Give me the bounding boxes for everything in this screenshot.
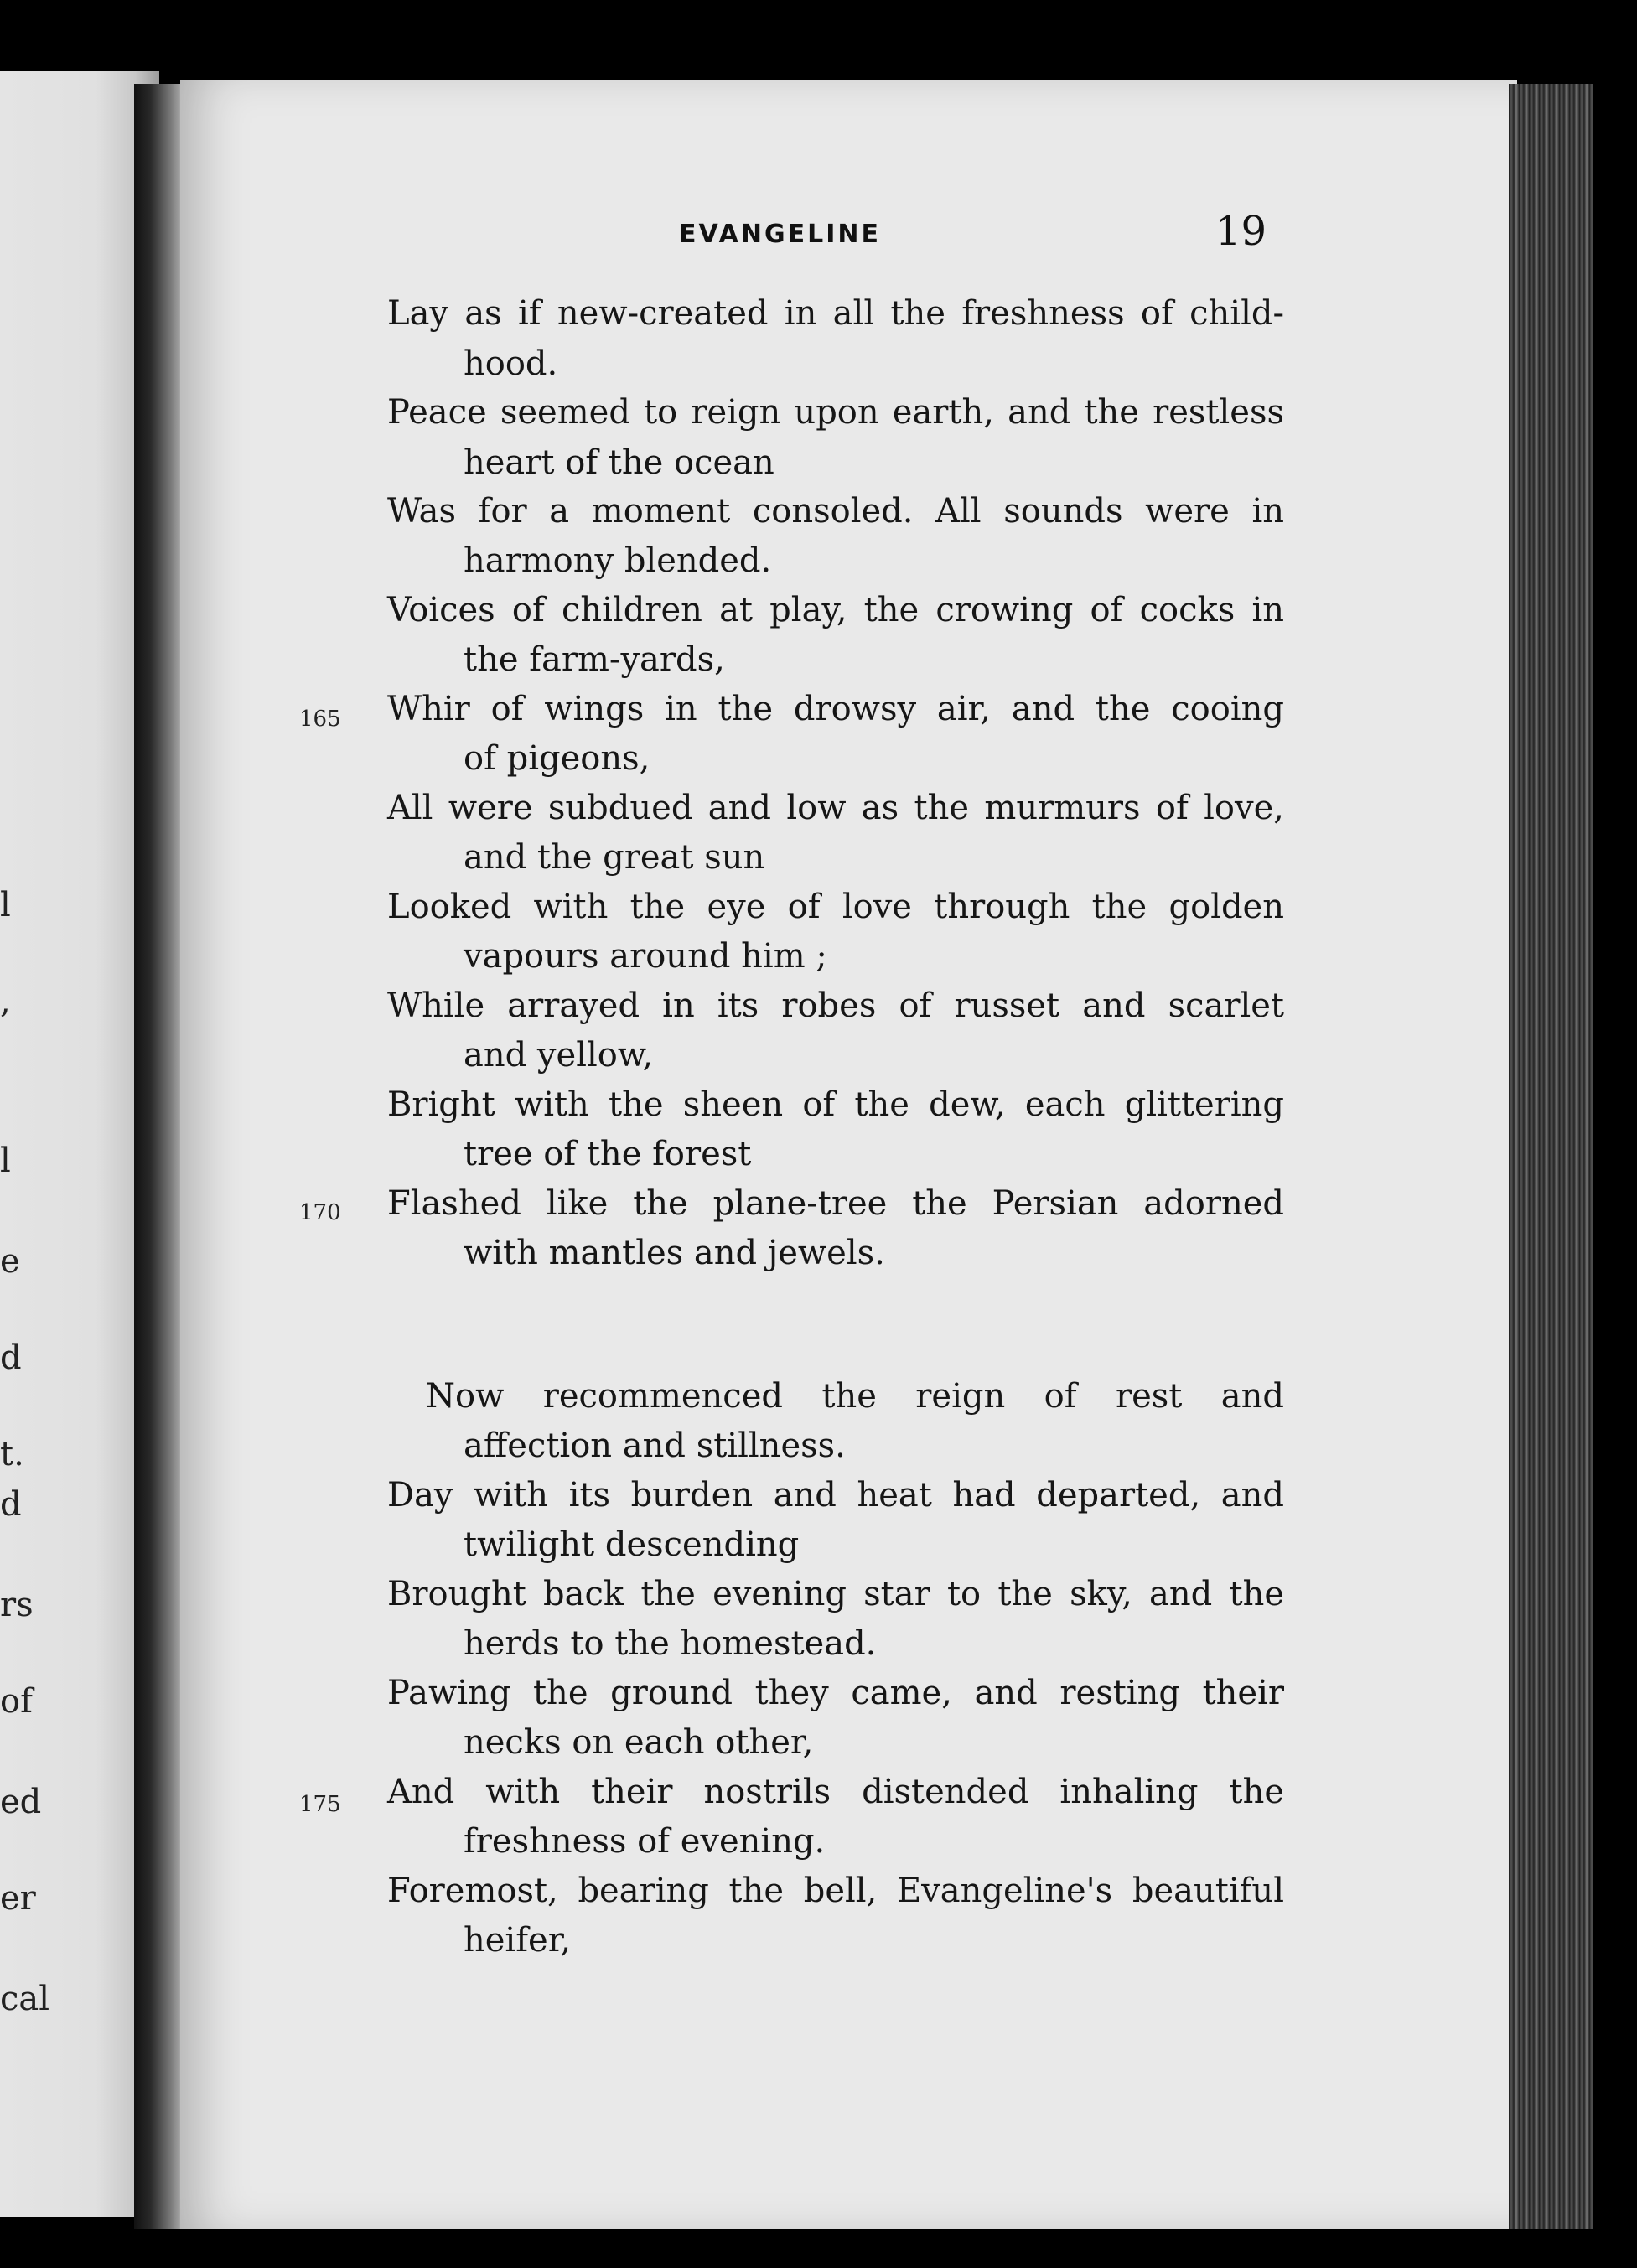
line-number: 165: [299, 707, 341, 732]
left-page-fragment: cal: [0, 1980, 50, 2018]
page-edges: [1509, 84, 1593, 2229]
verse-line: Voices of children at play, the crowing of cocks in: [387, 591, 1284, 629]
left-page-fragment: l: [0, 1142, 11, 1180]
left-page-fragment: er: [0, 1879, 36, 1918]
verse-line-continuation: with mantles and jewels.: [464, 1234, 885, 1272]
verse-line: Looked with the eye of love through the golden: [387, 888, 1284, 926]
verse-line: Peace seemed to reign upon earth, and the restless: [387, 393, 1284, 432]
left-page-fragment: d: [0, 1339, 22, 1377]
verse-line-continuation: herds to the homestead.: [464, 1624, 877, 1663]
left-page-fragment: e: [0, 1242, 20, 1281]
verse-line-continuation: heart of the ocean: [464, 443, 774, 482]
verse-line-continuation: vapours around him ;: [464, 937, 827, 976]
verse-line: Whir of wings in the drowsy air, and the cooing: [387, 690, 1284, 728]
verse-line-continuation: and yellow,: [464, 1036, 654, 1074]
verse-line: Flashed like the plane-tree the Persian adorned: [387, 1184, 1284, 1223]
verse-line: Pawing the ground they came, and resting their: [387, 1674, 1284, 1712]
verse-line-continuation: freshness of evening.: [464, 1822, 826, 1861]
left-page-fragment: d: [0, 1485, 22, 1524]
verse-line: Bright with the sheen of the dew, each glittering: [387, 1085, 1284, 1124]
verse-line-continuation: heifer,: [464, 1921, 572, 1960]
verse-line-continuation: hood.: [464, 344, 558, 383]
verse-line-continuation: tree of the forest: [464, 1135, 752, 1173]
verse-line: Lay as if new-created in all the freshness of child-: [387, 294, 1284, 333]
verse-line-continuation: twilight descending: [464, 1525, 800, 1564]
left-page-fragment: t.: [0, 1435, 24, 1473]
page-number: 19: [1215, 208, 1267, 255]
line-number: 175: [299, 1792, 341, 1817]
verse-line: All were subdued and low as the murmurs of love,: [387, 789, 1284, 827]
verse-line-continuation: and the great sun: [464, 838, 765, 877]
verse-line: Brought back the evening star to the sky, and the: [387, 1575, 1284, 1613]
verse-line: Was for a moment consoled. All sounds were in: [387, 492, 1284, 531]
left-page-fragment: of: [0, 1682, 33, 1721]
verse-line-continuation: harmony blended.: [464, 541, 772, 580]
left-page-fragment: l: [0, 886, 11, 924]
verse-line: Now recommenced the reign of rest and: [426, 1377, 1284, 1416]
verse-line-continuation: necks on each other,: [464, 1723, 814, 1762]
verse-line: Foremost, bearing the bell, Evangeline's beautiful: [387, 1872, 1284, 1910]
left-page-fragment: ed: [0, 1783, 42, 1821]
line-number: 170: [299, 1200, 341, 1225]
verse-line-continuation: affection and stillness.: [464, 1427, 846, 1465]
left-page-fragment: ,: [0, 982, 11, 1021]
verse-line: And with their nostrils distended inhaling the: [387, 1773, 1284, 1811]
verse-line-continuation: the farm-yards,: [464, 640, 725, 679]
verse-line: Day with its burden and heat had departed, and: [387, 1476, 1284, 1515]
running-title: EVANGELINE: [679, 220, 881, 249]
verse-line-continuation: of pigeons,: [464, 739, 650, 778]
left-page-fragment: rs: [0, 1586, 34, 1624]
verse-line: While arrayed in its robes of russet and scarlet: [387, 986, 1284, 1025]
